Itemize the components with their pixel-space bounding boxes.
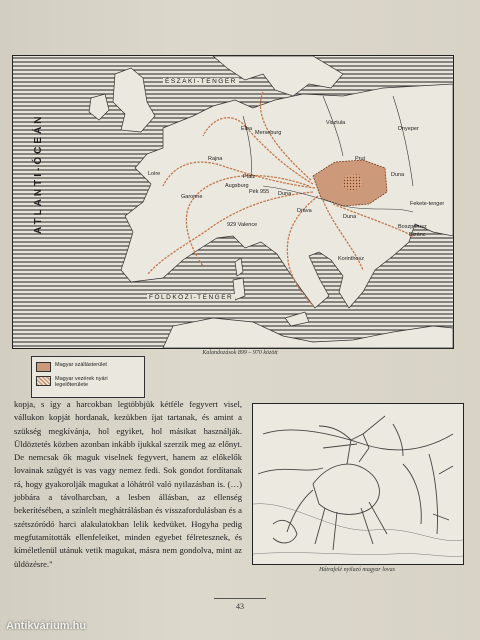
legend-label-pasture: Magyar vezérek nyári legelőterülete [55, 376, 108, 388]
watermark-logo: Antikvárium.hu [6, 620, 87, 632]
body-paragraph: kopja, s így a harcokban legtöbbjük kétféle fegyvert visel, vállukon kopját hordanak, kezükben íjat tartanak, és amint a szükség megkívánja, hol egyiket, hol másikat használják. Üldöztetés közben azonban inkább íjukkal szerzik meg az előnyt. De nemcsak ők maguk viselnek fegyvert, hanem az előkelők lovainak szügyét is vas vagy nemez fedi. Sok gondot fordítanak rá, hogy gyakorolják magukat a lóhátról való nyilazásban is. (…) jobbára a távolharcban, a lesben állásban, az ellenség bekerítésében, a színlelt meghátrálásban és visszafordulásban és a szétszóródó harci alakulatokban lelik kedvüket. Hogyha pedig megfutamították ellenfeleiket, minden egyebet félretesznek, és kíméletlenül utánuk vetik magukat, másra nem gondolva, mint az üldözésre." [14, 399, 242, 569]
north-sea-label: ÉSZAKI-TENGER [165, 78, 237, 85]
place-label: Duna [391, 172, 405, 178]
place-label: Loire [148, 171, 161, 177]
legend-label-settlement: Magyar szállásterület [55, 362, 107, 368]
legend-swatch-pasture [36, 376, 51, 386]
legend-item-pasture [36, 376, 135, 388]
place-label: Rajna [208, 156, 223, 162]
place-label: Dráva [297, 208, 312, 214]
page-number: 43 [236, 602, 244, 611]
place-label: Dnyeper [398, 126, 419, 132]
place-label: Fekete-tenger [410, 201, 445, 207]
horseman-sketch [252, 403, 464, 565]
sketch-caption: Hátrafelé nyilazó magyar lovas [319, 567, 395, 573]
legend-swatch-settlement [36, 362, 51, 372]
place-label: Merseburg [255, 130, 282, 136]
place-label: Elba [241, 126, 253, 132]
place-label: Korinthosz [338, 256, 364, 262]
mediterranean-label: FÖLDKÖZI-TENGER [149, 294, 234, 301]
horseman-drawing [253, 404, 463, 564]
place-label: Duna [278, 191, 292, 197]
map-caption: Kalandozások 899 – 970 között [202, 350, 278, 356]
place-label: Pék 955 [249, 189, 270, 195]
place-label: Visztula [326, 120, 346, 126]
place-label: 929 Valence [227, 222, 258, 228]
body-text [14, 398, 242, 571]
place-label: Duna [343, 214, 357, 220]
place-label: Boszporusz [398, 224, 427, 230]
place-label: Augsburg [225, 183, 249, 189]
place-label: Garonne [181, 194, 203, 200]
place-label: Prut [355, 156, 366, 162]
place-label: Bizánc [409, 232, 426, 238]
page-number-rule [214, 598, 266, 599]
place-label: Pfalz [243, 174, 256, 180]
map-drawing [13, 56, 453, 348]
legend-item-settlement [36, 362, 107, 372]
map-legend [31, 356, 145, 398]
ocean-label: ATLANTI-ÓCEÁN [33, 113, 44, 234]
